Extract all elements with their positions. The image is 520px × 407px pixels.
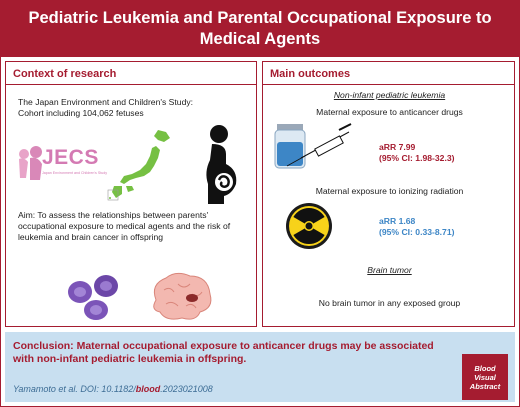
study-line-1: The Japan Environment and Children's Study: [18,97,194,107]
citation-suffix: .2023021008 [160,384,213,394]
jecs-logo-subtext: Japan Environment and Children's Study [42,171,108,175]
conclusion-box [5,332,515,402]
arr-radiation: aRR 1.68 [379,216,416,226]
vial-syringe-icon [273,120,353,172]
conclusion-text [13,340,453,366]
brain-icon [146,270,216,322]
citation-journal: blood [135,384,161,394]
blood-cells-icon [66,272,126,322]
conclusion-label: Conclusion: [13,340,74,352]
badge-line-3: Abstract [469,381,501,391]
jecs-logo-text: JECS [42,146,99,169]
outcomes-panel [262,61,515,327]
outcomes-title: Main outcomes [270,68,351,80]
arr-anticancer: aRR 7.99 [379,142,416,152]
context-panel [5,61,257,327]
page-title: Pediatric Leukemia and Parental Occupational Exposure to Medical Agents [28,9,492,48]
study-line-2: Cohort including 104,062 fetuses [18,108,144,118]
badge-line-1: Blood [474,363,496,373]
brain-tumor-result: No brain tumor in any exposed group [318,298,461,308]
blood-visual-abstract-badge [462,354,508,400]
pregnant-woman-icon [196,124,246,204]
exposure-anticancer-label: Maternal exposure to anticancer drugs [316,107,463,117]
outcomes-divider [263,84,514,85]
japan-map-icon [106,128,180,202]
badge-line-2: Visual [474,372,496,382]
ci-radiation: (95% CI: 0.33-8.71) [379,227,455,237]
context-divider [6,84,256,85]
citation-prefix: Yamamoto et al. DOI: 10.1182/ [13,384,136,394]
header-banner [1,1,519,57]
context-title: Context of research [13,68,117,80]
radiation-icon [285,202,333,250]
aim-text: Aim: To assess the relationships between parents' occupational exposure to medical agents and the risk of leukemia and brain cancer in offspring [18,210,231,242]
citation [13,384,213,394]
ci-anticancer: (95% CI: 1.98-32.3) [379,153,455,163]
exposure-radiation-label: Maternal exposure to ionizing radiation [315,186,464,196]
conclusion-body: Maternal occupational exposure to anticancer drugs may be associated with non-infant pediatric leukemia in offspring. [13,340,434,365]
leukemia-heading: Non-infant pediatric leukemia [333,90,446,100]
brain-tumor-heading: Brain tumor [367,265,412,275]
